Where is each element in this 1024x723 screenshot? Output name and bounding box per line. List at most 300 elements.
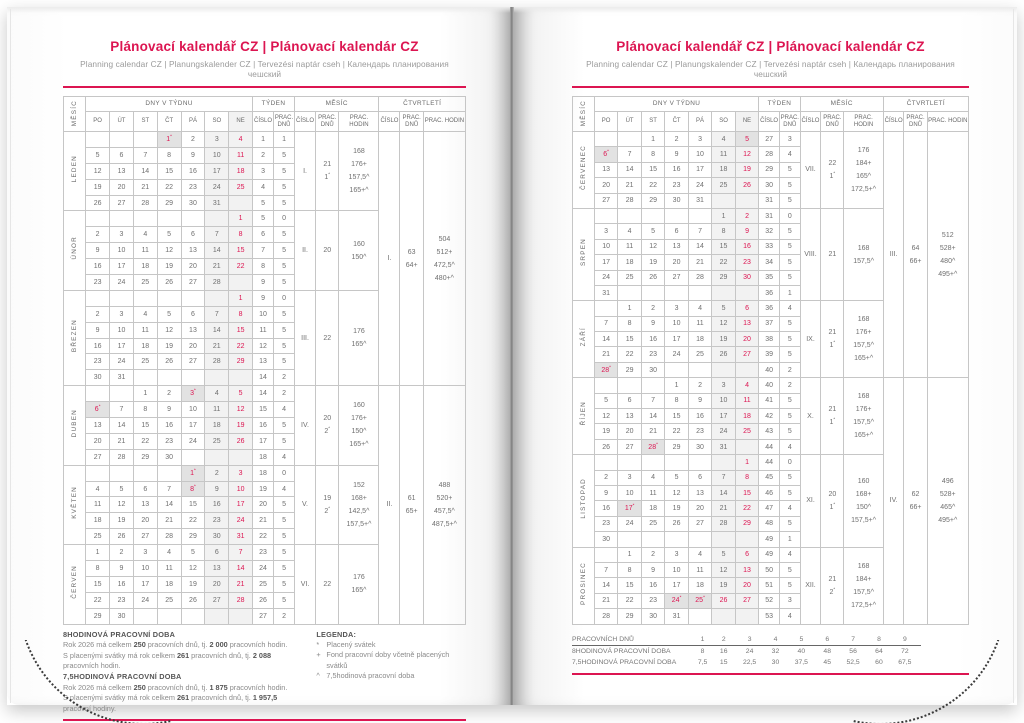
month-number-cell-line: IV. <box>301 421 309 429</box>
day-cell: 20 <box>205 576 229 592</box>
day-cell: 24 <box>181 433 205 449</box>
day-cell: 19 <box>641 255 664 270</box>
month-workdays-cell-line: 22 <box>323 334 332 342</box>
quarter-number-cell-line: I. <box>387 255 392 263</box>
day-cell <box>735 532 758 547</box>
day-cell: 9 <box>205 481 229 497</box>
day-cell: 7 <box>157 481 181 497</box>
week-workdays-cell: 5 <box>274 243 295 259</box>
month-hours-cell-line: 168 <box>857 562 870 570</box>
month-hours-cell-line: 150^ <box>351 428 367 436</box>
legend-symbol: * <box>316 640 320 650</box>
month-hours-cell-line: 176+ <box>351 161 367 169</box>
day-cell: 14 <box>133 163 157 179</box>
day-cell: 30 <box>205 529 229 545</box>
day-cell: 6 <box>618 393 641 408</box>
day-cell: 22 <box>618 593 641 608</box>
month-label <box>573 455 595 547</box>
week-row <box>64 386 466 402</box>
day-cell: 6 <box>735 547 758 562</box>
day-cell <box>665 208 688 223</box>
day-cell: 1 <box>735 455 758 470</box>
day-cell: 9 <box>594 485 617 500</box>
hours-lookup-value: 7,5 <box>697 658 708 666</box>
week-number-cell: 15 <box>253 402 274 418</box>
day-cell: 10 <box>688 147 711 162</box>
week-workdays-cell: 0 <box>274 290 295 306</box>
worktime-run: pracovních dnů, tj. <box>145 682 210 692</box>
month-hours-cell-line: 176+ <box>351 415 367 423</box>
day-cell: 1 <box>712 208 735 223</box>
day-cell <box>641 208 664 223</box>
day-cell <box>665 532 688 547</box>
hours-lookup-value: 8 <box>870 634 889 646</box>
header-row-cols <box>64 112 466 132</box>
day-cell: 27 <box>618 439 641 454</box>
day-cell: 5 <box>712 547 735 562</box>
month-workdays-cell <box>821 132 844 209</box>
day-cell: 8 <box>712 224 735 239</box>
day-cell: 10 <box>110 243 134 259</box>
hours-lookup-row <box>572 657 921 669</box>
worktime-run: pracovních dnů, tj. <box>189 650 253 660</box>
day-cell: 4 <box>86 481 110 497</box>
day-cell: 27 <box>594 193 617 208</box>
hours-lookup-value: 24 <box>745 647 754 655</box>
quarter-group-header: ČTVRTLETÍ <box>379 97 466 112</box>
month-workdays-cell-line: 1* <box>829 339 836 350</box>
week-number-cell: 49 <box>759 547 780 562</box>
month-workdays-cell <box>316 211 339 290</box>
day-cell: 1 <box>618 301 641 316</box>
day-cell: 29 <box>641 193 664 208</box>
day-cell: 13 <box>735 316 758 331</box>
planning-table <box>572 96 969 625</box>
day-cell: 15 <box>665 409 688 424</box>
day-cell: 12 <box>157 243 181 259</box>
hours-lookup-value: 45 <box>823 658 831 666</box>
day-cell: 27 <box>735 593 758 608</box>
month-hours-cell-line: 176+ <box>855 329 872 337</box>
hours-lookup-value: 72 <box>901 647 909 655</box>
legend-text: 7,5hodinová pracovní doba <box>326 670 415 680</box>
day-cell: 28 <box>110 449 134 465</box>
day-cell: 15 <box>618 578 641 593</box>
day-cell <box>618 532 641 547</box>
worktime-run: 1 957,5 <box>252 693 278 703</box>
day-cell <box>157 290 181 306</box>
day-cell: 21 <box>594 593 617 608</box>
week-workdays-cell: 1 <box>779 285 800 300</box>
day-cell: 10 <box>229 481 253 497</box>
hours-lookup-row <box>572 634 921 646</box>
hours-lookup-value: 67,5 <box>898 658 912 666</box>
week-workdays-cell: 2 <box>274 370 295 386</box>
month-label <box>573 208 595 300</box>
week-number-cell: 53 <box>759 609 780 624</box>
worktime-notes <box>63 630 466 715</box>
day-cell: 10 <box>205 147 229 163</box>
month-number-cell <box>800 455 821 547</box>
day-cell: 22 <box>229 259 253 275</box>
quarter-workdays-cell-line: 62 <box>911 490 920 498</box>
bottom-divider <box>63 719 466 721</box>
day-cell: 9 <box>86 322 110 338</box>
worktime-run: pracovních dnů, tj. <box>189 693 253 703</box>
quarter-workdays-cell-line: 66+ <box>909 257 922 265</box>
day-cell <box>594 301 617 316</box>
day-cell: 12 <box>157 322 181 338</box>
day-cell: 18 <box>712 162 735 177</box>
week-workdays-cell: 3 <box>779 593 800 608</box>
month-hours-cell-line: 165+^ <box>349 187 369 195</box>
month-workdays-cell <box>316 132 339 211</box>
day-cell: 22 <box>86 592 110 608</box>
calendar-table-left <box>63 96 466 625</box>
month-workdays-cell <box>316 545 339 624</box>
subcol-header: PRAC. DNŮ <box>274 112 295 132</box>
day-cell: 31 <box>594 285 617 300</box>
legend-item <box>316 650 466 670</box>
day-cell: 28 <box>205 354 229 370</box>
month-number-cell-line: IX. <box>806 335 815 343</box>
day-cell <box>86 132 110 148</box>
day-cell <box>229 608 253 624</box>
month-number-cell <box>295 545 316 624</box>
day-cell: 10 <box>712 393 735 408</box>
quarter-hours-cell-line: 528+ <box>939 244 956 252</box>
month-label <box>64 545 86 624</box>
week-workdays-cell: 0 <box>779 208 800 223</box>
day-cell: 3 <box>133 545 157 561</box>
month-hours-cell <box>844 455 883 547</box>
day-cell: 18 <box>688 578 711 593</box>
day-cell: 11 <box>641 485 664 500</box>
subcol-header: PRAC. HODIN <box>423 112 465 132</box>
day-cell: 27 <box>688 516 711 531</box>
day-cell: 6 <box>181 227 205 243</box>
day-cell: 11 <box>618 239 641 254</box>
week-number-cell: 35 <box>759 270 780 285</box>
legend-text: Placený svátek <box>326 640 376 650</box>
day-cell: 25 <box>688 347 711 362</box>
day-cell: 13 <box>594 162 617 177</box>
day-cell: 5 <box>181 545 205 561</box>
week-workdays-cell: 5 <box>274 576 295 592</box>
month-number-cell-line: XII. <box>805 582 816 590</box>
day-cell: 26 <box>157 275 181 291</box>
week-row <box>573 378 969 393</box>
month-hours-cell-line: 184+ <box>855 159 872 167</box>
day-cell: 29 <box>86 608 110 624</box>
day-cell: 11 <box>735 393 758 408</box>
week-workdays-cell: 4 <box>779 547 800 562</box>
week-number-cell: 5 <box>253 211 274 227</box>
week-workdays-cell: 2 <box>779 362 800 377</box>
quarter-number-cell <box>883 132 904 378</box>
day-cell: 9 <box>110 561 134 577</box>
day-cell <box>110 386 134 402</box>
day-cell: 26 <box>181 592 205 608</box>
hours-lookup-value: 60 <box>875 658 883 666</box>
week-workdays-cell: 2 <box>274 386 295 402</box>
week-number-cell: 20 <box>253 497 274 513</box>
day-cell: 15 <box>86 576 110 592</box>
day-cell: 1 <box>641 132 664 147</box>
week-number-cell: 14 <box>253 370 274 386</box>
day-cell: 30 <box>157 449 181 465</box>
days-group-header: DNY V TÝDNU <box>86 97 253 112</box>
day-cell: 10 <box>110 322 134 338</box>
day-cell: 25 <box>205 433 229 449</box>
day-cell: 14 <box>205 322 229 338</box>
month-number-cell <box>800 547 821 624</box>
day-cell: 4 <box>133 227 157 243</box>
day-cell: 17 <box>229 497 253 513</box>
day-cell: 9 <box>157 402 181 418</box>
day-cell: 30 <box>735 270 758 285</box>
day-cell: 4 <box>133 306 157 322</box>
day-cell: 3 <box>665 301 688 316</box>
quarter-number-cell <box>883 378 904 624</box>
month-hours-cell-line: 142,5^ <box>348 507 370 515</box>
day-cell <box>181 608 205 624</box>
day-cell <box>688 285 711 300</box>
day-cell: 6 <box>181 306 205 322</box>
weekday-header: SO <box>712 112 735 132</box>
top-divider <box>63 86 466 88</box>
quarter-hours-cell-line: 472,5^ <box>434 261 455 269</box>
week-workdays-cell: 4 <box>779 439 800 454</box>
day-cell: 8 <box>735 470 758 485</box>
month-col-header-label: MĚSÍC <box>579 99 587 126</box>
header-row-groups <box>573 97 969 112</box>
week-number-cell: 21 <box>253 513 274 529</box>
week-workdays-cell: 5 <box>274 529 295 545</box>
day-cell <box>594 378 617 393</box>
day-cell: 9 <box>735 224 758 239</box>
weekday-header: NE <box>735 112 758 132</box>
week-workdays-cell: 5 <box>274 497 295 513</box>
day-cell <box>86 386 110 402</box>
day-cell: 19 <box>712 332 735 347</box>
worktime-run: 261 <box>176 693 190 703</box>
week-number-cell: 34 <box>759 255 780 270</box>
worktime-line <box>63 683 302 694</box>
week-number-cell: 27 <box>253 608 274 624</box>
day-cell: 31 <box>712 439 735 454</box>
day-cell: 7 <box>205 306 229 322</box>
day-cell: 3 <box>110 306 134 322</box>
day-cell: 13 <box>618 409 641 424</box>
top-divider <box>572 86 969 88</box>
day-cell: 31 <box>205 195 229 211</box>
week-number-cell: 43 <box>759 424 780 439</box>
month-group-header: MĚSÍC <box>800 97 883 112</box>
day-cell: 19 <box>110 513 134 529</box>
day-cell: 27 <box>110 195 134 211</box>
week-number-cell: 8 <box>253 259 274 275</box>
day-cell: 11 <box>133 243 157 259</box>
day-cell: 20 <box>181 338 205 354</box>
week-workdays-cell: 5 <box>274 322 295 338</box>
week-workdays-cell: 5 <box>274 179 295 195</box>
day-cell: 2 <box>205 465 229 481</box>
day-cell: 12 <box>594 409 617 424</box>
month-hours-cell-line: 168 <box>857 393 870 401</box>
day-cell: 30 <box>86 370 110 386</box>
worktime-run: 2 000 <box>209 640 228 650</box>
day-cell: 22 <box>133 433 157 449</box>
week-workdays-cell: 5 <box>779 332 800 347</box>
day-cell: 14 <box>641 409 664 424</box>
day-cell <box>641 378 664 393</box>
day-cell: 23 <box>157 433 181 449</box>
quarter-number-cell <box>379 132 400 386</box>
month-workdays-cell <box>316 290 339 385</box>
day-cell <box>133 465 157 481</box>
week-workdays-cell: 3 <box>779 132 800 147</box>
day-cell <box>229 195 253 211</box>
month-number-cell <box>295 386 316 465</box>
day-cell: 26 <box>735 178 758 193</box>
day-cell <box>712 532 735 547</box>
week-workdays-cell: 5 <box>274 227 295 243</box>
day-cell: 7 <box>205 227 229 243</box>
day-cell: 20 <box>618 424 641 439</box>
month-hours-cell-line: 172,5+^ <box>851 185 877 193</box>
day-cell: 6* <box>594 147 617 162</box>
week-number-cell: 26 <box>253 592 274 608</box>
worktime-run: pracovních hodin. <box>227 682 288 692</box>
day-cell: 8 <box>618 562 641 577</box>
subcol-header: PRAC. HODIN <box>927 112 968 132</box>
day-cell: 18 <box>133 259 157 275</box>
day-cell: 21 <box>688 255 711 270</box>
legend-symbol: + <box>316 650 321 660</box>
day-cell: 14 <box>688 239 711 254</box>
week-number-cell: 28 <box>759 147 780 162</box>
day-cell <box>157 608 181 624</box>
month-label <box>64 386 86 465</box>
day-cell: 27 <box>181 275 205 291</box>
day-cell: 22 <box>157 179 181 195</box>
month-hours-cell-line: 165+^ <box>854 432 874 440</box>
week-number-cell: 11 <box>253 322 274 338</box>
weekday-header: PO <box>86 112 110 132</box>
month-hours-cell <box>844 301 883 378</box>
day-cell: 23 <box>594 516 617 531</box>
day-cell: 2 <box>735 208 758 223</box>
month-workdays-cell-line: 21 <box>828 406 837 414</box>
month-number-cell <box>800 208 821 300</box>
day-cell: 22 <box>712 255 735 270</box>
weekday-header: ST <box>133 112 157 132</box>
day-cell: 9 <box>688 393 711 408</box>
month-workdays-cell <box>821 547 844 624</box>
month-number-cell <box>295 290 316 385</box>
month-number-cell-line: V. <box>302 501 308 509</box>
month-hours-cell-line: 168 <box>857 316 870 324</box>
day-cell: 13 <box>110 163 134 179</box>
month-hours-cell-line: 165+^ <box>854 355 874 363</box>
day-cell: 24 <box>110 354 134 370</box>
day-cell: 1* <box>157 132 181 148</box>
day-cell <box>181 290 205 306</box>
page-subtitle: Planning calendar CZ | Planungskalender CZ | Tervezési naptár cseh | Календарь планирования чешский <box>80 59 449 79</box>
worktime-table <box>572 634 969 669</box>
week-number-cell: 7 <box>253 243 274 259</box>
day-cell: 8* <box>181 481 205 497</box>
day-cell <box>688 455 711 470</box>
legend-title: LEGENDA: <box>316 629 357 639</box>
day-cell: 23 <box>110 592 134 608</box>
table-body <box>64 132 466 625</box>
day-cell <box>665 455 688 470</box>
day-cell <box>133 370 157 386</box>
day-cell: 20 <box>665 255 688 270</box>
week-workdays-cell: 5 <box>779 578 800 593</box>
week-workdays-cell: 4 <box>274 402 295 418</box>
day-cell: 12 <box>229 402 253 418</box>
day-cell: 2 <box>665 132 688 147</box>
day-cell: 24* <box>665 593 688 608</box>
week-workdays-cell: 5 <box>274 275 295 291</box>
month-col-header <box>64 97 86 132</box>
day-cell: 5 <box>86 147 110 163</box>
month-workdays-cell-line: 21 <box>828 251 837 259</box>
day-cell <box>712 362 735 377</box>
week-number-cell: 32 <box>759 224 780 239</box>
month-label-text: ČERVEN <box>71 565 79 599</box>
day-cell: 14 <box>594 578 617 593</box>
legend-text: Fond pracovní doby včetně placených svátků <box>326 650 450 670</box>
month-workdays-cell-line: 20 <box>828 490 837 498</box>
day-cell: 12 <box>110 497 134 513</box>
week-number-cell: 41 <box>759 393 780 408</box>
day-cell: 25 <box>618 270 641 285</box>
weekday-header: ST <box>641 112 664 132</box>
month-label-text: ÚNOR <box>71 236 79 260</box>
day-cell: 7 <box>133 147 157 163</box>
worktime-run: 1 875 <box>209 682 228 692</box>
month-workdays-cell-line: 19 <box>323 494 332 502</box>
week-workdays-cell: 5 <box>779 270 800 285</box>
day-cell: 29 <box>618 362 641 377</box>
day-cell: 22 <box>735 501 758 516</box>
week-number-cell: 46 <box>759 485 780 500</box>
week-number-cell: 33 <box>759 239 780 254</box>
day-cell: 5 <box>735 132 758 147</box>
month-label-text: PROSINEC <box>579 561 587 605</box>
week-workdays-cell: 0 <box>274 465 295 481</box>
day-cell: 27 <box>205 592 229 608</box>
day-cell: 6 <box>205 545 229 561</box>
week-number-cell: 14 <box>253 386 274 402</box>
month-hours-cell-line: 157,5^ <box>853 419 874 427</box>
day-cell: 25 <box>641 516 664 531</box>
month-hours-cell <box>339 211 379 290</box>
day-cell: 11 <box>86 497 110 513</box>
hours-lookup-value: 56 <box>849 647 857 655</box>
day-cell: 9 <box>665 147 688 162</box>
day-cell: 29 <box>133 449 157 465</box>
subcol-header: PRAC. DNŮ <box>400 112 423 132</box>
day-cell: 2 <box>641 301 664 316</box>
day-cell: 9 <box>86 243 110 259</box>
week-number-cell: 29 <box>759 162 780 177</box>
day-cell: 19 <box>712 578 735 593</box>
